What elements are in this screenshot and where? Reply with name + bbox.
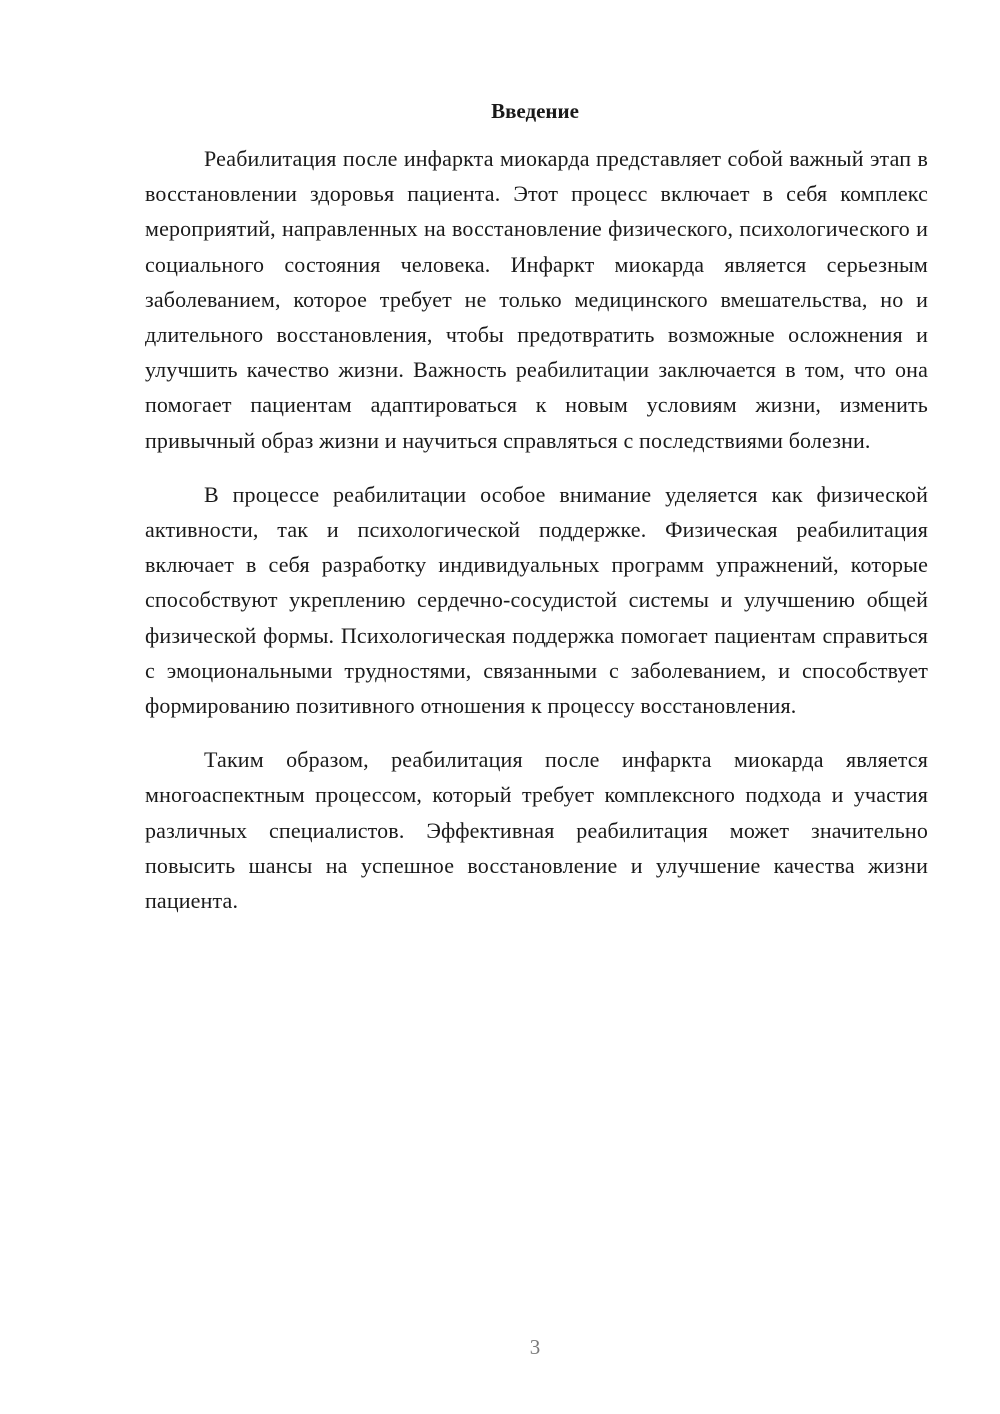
paragraph-1: Реабилитация после инфаркта миокарда представляет собой важный этап в восстановлении здоровья пациента. Этот процесс включает в себя комплекс мероприятий, направленных на восстановление физического, психологического и социального состояния человека. Инфаркт миокарда является серьезным заболеванием, которое требует не только медицинского вмешательства, но и длительного восстановления, чтобы предотвратить возможные осложнения и улучшить качество жизни. Важность реабилитации заключается в том, что она помогает пациентам адаптироваться к новым условиям жизни, изменить привычный образ жизни и научиться справляться с последствиями болезни.	[145, 146, 928, 453]
paragraph-2: В процессе реабилитации особое внимание уделяется как физической активности, так и психологической поддержке. Физическая реабилитация включает в себя разработку индивидуальных программ упражнений, которые способствуют укреплению сердечно-сосудистой системы и улучшению общей физической формы. Психологическая поддержка помогает пациентам справиться с эмоциональными трудностями, связанными с заболеванием, и способствует формированию позитивного отношения к процессу восстановления.	[145, 481, 928, 719]
section-heading: Введение	[491, 99, 579, 123]
paragraph-3: Таким образом, реабилитация после инфаркта миокарда является многоаспектным процессом, который требует комплексного подхода и участия различных специалистов. Эффективная реабилитация может значительно повысить шансы на успешное восстановление и улучшение качества жизни пациента.	[145, 747, 928, 914]
body-text	[145, 141, 928, 918]
page-number: 3	[529, 1335, 541, 1359]
